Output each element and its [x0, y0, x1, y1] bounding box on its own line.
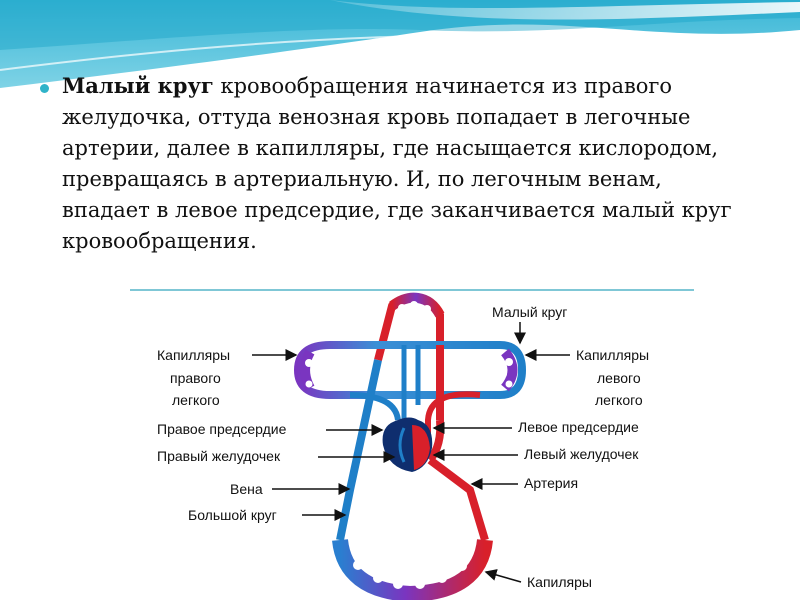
label-capillaries: Капиляры — [527, 574, 592, 590]
label-left-ventricle: Левый желудочек — [524, 446, 639, 462]
label-big-circle: Большой круг — [188, 507, 277, 523]
label-right-atrium: Правое предсердие — [157, 421, 287, 437]
label-left-lung-2: левого — [597, 370, 641, 386]
label-left-atrium: Левое предсердие — [518, 419, 639, 435]
body-capillaries — [340, 540, 485, 594]
heart — [383, 418, 433, 473]
right-lung-capillaries — [298, 345, 522, 395]
label-right-lung-1: Капилляры — [157, 347, 231, 363]
text-line-1: кровообращения начинается из правого — [213, 74, 673, 98]
left-lung-capillaries — [495, 352, 514, 388]
bullet-dot — [40, 84, 49, 93]
label-right-lung-3: легкого — [172, 392, 220, 408]
text-line-4: превращаясь в артериальную. И, по легочным венам, — [62, 167, 662, 191]
upper-capillary-loop — [378, 298, 440, 360]
arrow-capillaries — [486, 572, 521, 582]
circulation-diagram — [130, 290, 694, 600]
label-small-circle: Малый круг — [492, 304, 568, 320]
text-line-5: впадает в левое предсердие, где заканчивается малый круг — [62, 198, 732, 222]
text-line-3: артерии, далее в капилляры, где насыщается кислородом, — [62, 136, 719, 160]
label-artery: Артерия — [524, 475, 579, 491]
label-right-lung-2: правого — [170, 370, 221, 386]
label-vein: Вена — [230, 481, 263, 497]
text-line-6: кровообращения. — [62, 229, 257, 253]
label-right-ventricle: Правый желудочек — [157, 448, 281, 464]
bold-lead: Малый круг — [62, 73, 214, 98]
pulmonary-vein — [428, 394, 480, 440]
label-left-lung-3: легкого — [595, 392, 643, 408]
label-left-lung-1: Капилляры — [576, 347, 650, 363]
slide-paragraph — [62, 70, 782, 257]
vena-cava — [340, 360, 378, 540]
text-line-2: желудочка, оттуда венозная кровь попадает в легочные — [62, 105, 691, 129]
